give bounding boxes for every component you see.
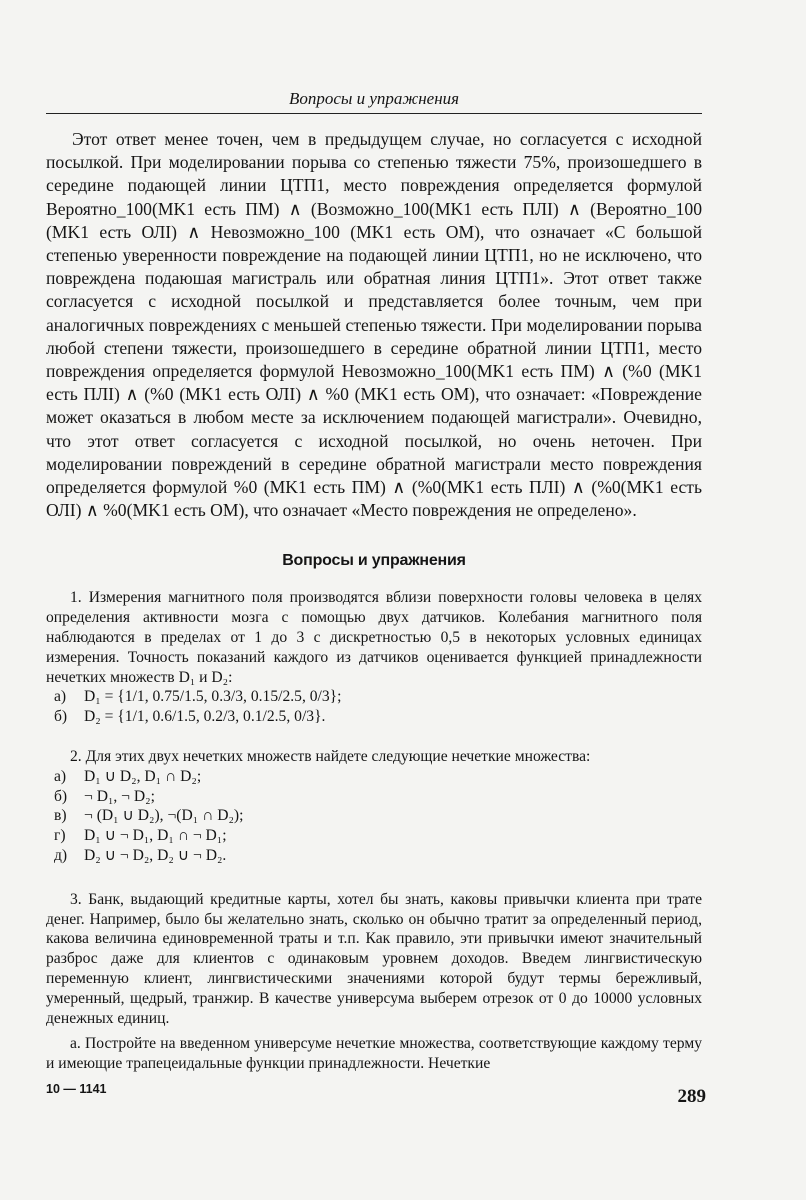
- exercise-2-text: 2. Для этих двух нечетких множеств найдете следующие нечеткие множества:: [70, 748, 591, 766]
- option-value: ¬ D₁, ¬ D₂;: [84, 787, 155, 805]
- option-label: г): [54, 827, 66, 845]
- exercise-1-text: 1. Измерения магнитного поля производятся вблизи поверхности головы человека в целях определения активности мозга с помощью двух датчиков. Колебания магнитного поля наблюдаются в пределах от 1 до 3 с дискретностью 0,5 в некоторых условных единицах измерения. Точность показаний каждого из датчиков оценивается функцией принадлежности нечетких множеств D₁ и D₂:: [46, 589, 702, 686]
- exercise-1-option: [54, 687, 702, 707]
- option-value: D₂ ∪ ¬ D₂, D₂ ∪ ¬ D₂.: [84, 847, 227, 865]
- page: [46, 88, 702, 1074]
- exercise-3-text: 3. Банк, выдающий кредитные карты, хотел бы знать, каковы привычки клиента при трате денег. Например, было бы желательно знать, сколько он обычно тратит за определенный период, какова величина единовременной траты и т.п. Как правило, эти привычки имеют значительный разброс даже для клиентов с одинаковым уровнем доходов. Введем лингвистическую переменную клиент, лингвистическими значениями которой будут термы бережливый, умеренный, щедрый, транжир. В качестве универсума выберем отрезок от 0 до 10000 условных денежных единиц.: [46, 890, 702, 1027]
- exercise-3: [46, 890, 702, 1074]
- exercise-2-option: [54, 767, 702, 787]
- printer-signature: 10 — 1141: [46, 1082, 107, 1096]
- exercise-2-option: [54, 846, 702, 866]
- option-value: D₁ = {1/1, 0.75/1.5, 0.3/3, 0.15/2.5, 0/3};: [84, 688, 342, 706]
- option-label: б): [54, 708, 68, 726]
- page-footer: [46, 1082, 706, 1108]
- option-label: б): [54, 787, 68, 805]
- option-value: D₁ ∪ ¬ D₁, D₁ ∩ ¬ D₁;: [84, 827, 227, 845]
- section-title: Вопросы и упражнения: [282, 552, 466, 570]
- option-value: ¬ (D₁ ∪ D₂), ¬(D₁ ∩ D₂);: [84, 807, 244, 825]
- option-label: д): [54, 847, 68, 865]
- exercise-2-option: [54, 787, 702, 807]
- option-label: а): [54, 767, 67, 785]
- exercise-2-options: [46, 767, 702, 866]
- exercise-1-options: [46, 687, 702, 727]
- option-value: D₂ = {1/1, 0.6/1.5, 0.2/3, 0.1/2.5, 0/3}.: [84, 708, 326, 726]
- exercise-1-option: [54, 707, 702, 727]
- page-number: 289: [677, 1086, 706, 1107]
- option-value: D₁ ∪ D₂, D₁ ∩ D₂;: [84, 767, 202, 785]
- body-paragraph: Этот ответ менее точен, чем в предыдущем случае, но согласуется с исходной посылкой. При моделировании порыва со степенью тяжести 75%, произошедшего в середине подающей линии ЦТП1, место повреждения определяется формулой Вероятно_100(MK1 есть ПМ) ∧ (Возможно_100(MK1 есть ПЛІ) ∧ (Вероятно_100 (MK1 есть ОЛІ) ∧ Невозможно_100 (MK1 есть ОМ), что означает «С большой степенью уверенности повреждение на подающей линии ЦТП1, но не исключено, что повреждена подаюшая магистраль или обратная линия ЦТП1». Этот ответ также согласуется с исходной посылкой и представляется более точным, чем при аналогичных повреждениях с меньшей степенью тяжести. При моделировании порыва любой степени тяжести, произошедшего в середине обратной линии ЦТП1, место повреждения определяется формулой Невозможно_100(MK1 есть ПМ) ∧ (%0 (MK1 есть ПЛІ) ∧ (%0 (MK1 есть ОЛІ) ∧ %0 (MK1 есть ОМ), что означает: «Повреждение может оказаться в любом месте за исключением подающей магистрали». Очевидно, что этот ответ согласуется с исходной посылкой, но очень неточен. При моделировании повреждений в середине обратной магистрали место повреждения определяется формулой %0 (MK1 есть ПМ) ∧ (%0(MK1 есть ПЛІ) ∧ (%0(MK1 есть ОЛІ) ∧ %0(MK1 есть ОМ), что означает «Место повреждения не определено».: [46, 129, 702, 521]
- running-head: Вопросы и упражнения: [288, 89, 460, 108]
- exercise-2-option: [54, 826, 702, 846]
- option-label: в): [54, 807, 67, 825]
- header-rule: [46, 113, 702, 114]
- option-label: а): [54, 688, 67, 706]
- exercise-1: [46, 588, 702, 727]
- exercise-2-option: [54, 806, 702, 826]
- exercise-3-subtext: а. Постройте на введенном универсуме нечеткие множества, соответствующие каждому терму и имеющие трапецеидальные функции принадлежности. Нечеткие: [46, 1035, 702, 1073]
- exercise-2: [46, 747, 702, 866]
